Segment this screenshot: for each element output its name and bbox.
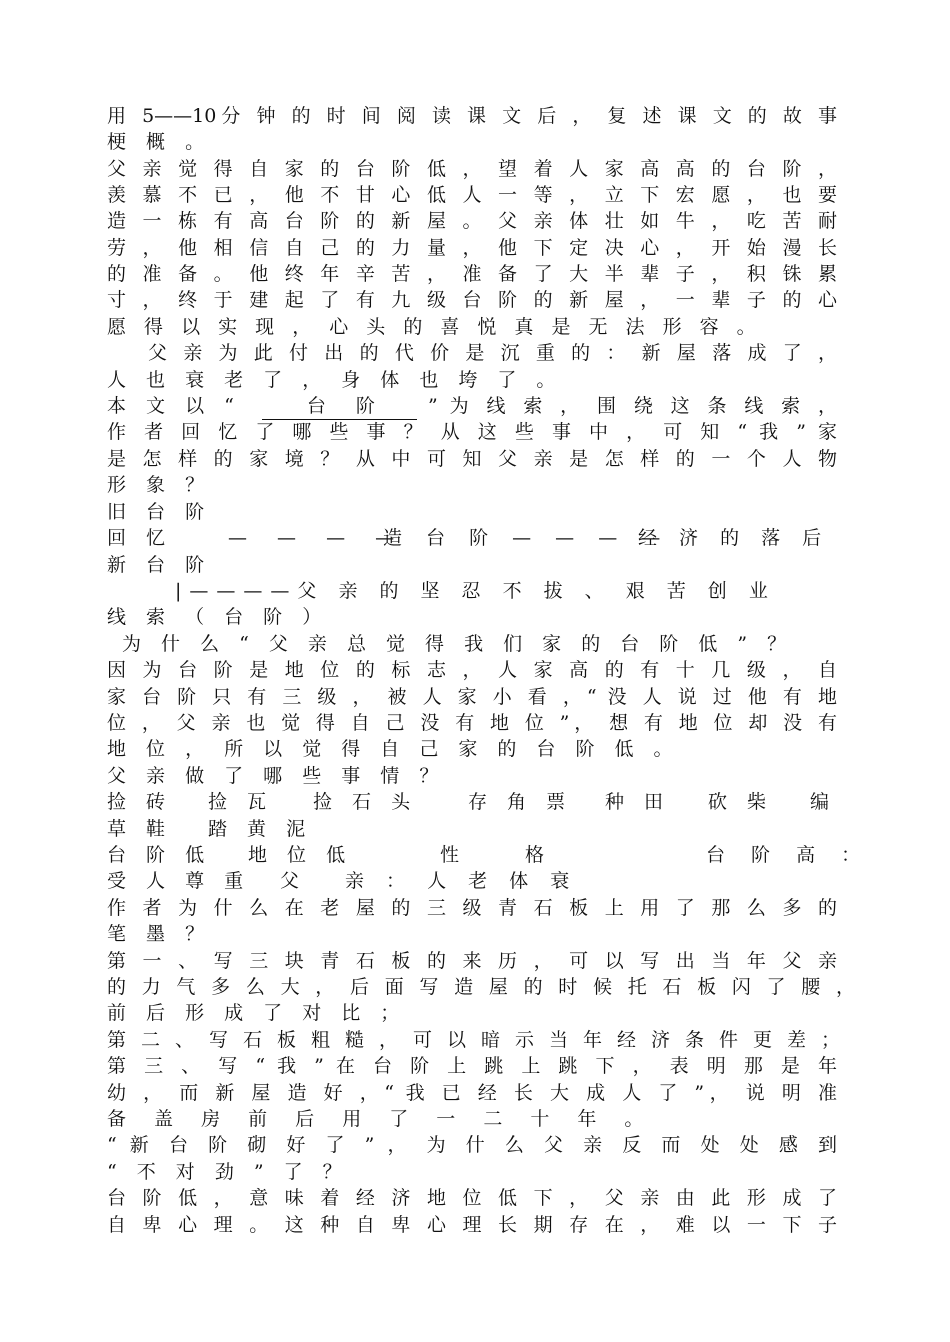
text-line: 笔 墨 ？ bbox=[107, 923, 212, 945]
underlined-answer: 台 阶 bbox=[262, 393, 417, 420]
text-line: 性 格 bbox=[440, 844, 575, 866]
text-line: 为 什 么 “ 父 亲 总 觉 得 我 们 家 的 台 阶 低 ” ？ bbox=[122, 633, 794, 655]
text-line: 父 亲 觉 得 自 家 的 台 阶 低 ， 望 着 人 家 高 高 的 台 阶 ， bbox=[107, 158, 837, 180]
text-line: 地 位 低 bbox=[248, 844, 353, 866]
text-line: “ 新 台 阶 砌 好 了 ” ， 为 什 么 父 亲 反 而 处 处 感 到 bbox=[107, 1134, 837, 1156]
text-line: 家 台 阶 只 有 三 级 ， 被 人 家 小 看 ，“ 没 人 说 过 他 有 地 bbox=[107, 686, 837, 708]
text-line: 受 人 尊 重 bbox=[107, 870, 251, 892]
text-line: 回 忆 bbox=[107, 527, 173, 549]
text-line: |————父 亲 的 坚 忍 不 拔 、 艰 苦 创 业 bbox=[175, 580, 776, 602]
text-line: 台 阶 高 ： bbox=[706, 844, 871, 866]
text-line: 人 也 衰 老 了 ， 身 体 也 垮 了 。 bbox=[107, 369, 563, 391]
text-line: 踏 黄 泥 bbox=[208, 818, 313, 840]
text-line: ” 为 线 索 ， 围 绕 这 条 线 索 ， bbox=[428, 395, 837, 417]
text-line: 的 力 气 多 么 大 ， 后 面 写 造 屋 的 时 候 托 石 板 闪 了 腰 ， bbox=[107, 976, 855, 998]
text-line: 地 位 ， 所 以 觉 得 自 己 家 的 台 阶 低 。 bbox=[107, 738, 680, 760]
text-line: 父 亲 为 此 付 出 的 代 价 是 沉 重 的 ： 新 屋 落 成 了 ， bbox=[148, 342, 837, 364]
text-line: 前 后 形 成 了 对 比 ； bbox=[107, 1002, 407, 1024]
text-line: 线 索 （ 台 阶 ） bbox=[107, 606, 329, 628]
text-line: 捡 砖 bbox=[107, 791, 173, 813]
text-line: 旧 台 阶 bbox=[107, 501, 212, 523]
text-line: 愿 得 以 实 现 ， 心 头 的 喜 悦 真 是 无 法 形 容 。 bbox=[107, 316, 762, 338]
text-line: 作 者 为 什 么 在 老 屋 的 三 级 青 石 板 上 用 了 那 么 多 的 bbox=[107, 897, 837, 919]
text-line: 父 亲 做 了 哪 些 事 情 ？ bbox=[107, 765, 446, 787]
text-line: 第 二 、 写 石 板 粗 糙 ， 可 以 暗 示 当 年 经 济 条 件 更 差 ； bbox=[107, 1029, 840, 1051]
text-line: 砍 柴 bbox=[708, 791, 774, 813]
text-line: 捡 石 头 bbox=[313, 791, 418, 813]
text-line: 第 一 、 写 三 块 青 石 板 的 来 历 ， 可 以 写 出 当 年 父 亲 bbox=[107, 950, 837, 972]
text-line: 的 准 备 。 他 终 年 辛 苦 ， 准 备 了 大 半 辈 子 ， 积 铢 累 bbox=[107, 263, 837, 285]
text-line: 种 田 bbox=[605, 791, 671, 813]
text-line: 是 怎 样 的 家 境 ？ 从 中 可 知 父 亲 是 怎 样 的 一 个 人 物 bbox=[107, 448, 837, 470]
text-line: 经 济 的 落 后 bbox=[638, 527, 830, 549]
text-line: 第 三 、 写 “ 我 ” 在 台 阶 上 跳 上 跳 下 ， 表 明 那 是 年 bbox=[107, 1055, 837, 1077]
text-line: 幼 ， 而 新 屋 造 好 ，“ 我 已 经 长 大 成 人 了 ”， 说 明 准 bbox=[107, 1082, 837, 1104]
text-line: 造 台 阶 — — — — bbox=[383, 527, 670, 549]
text-line: 父 bbox=[280, 870, 307, 892]
text-line: 形 象 ？ bbox=[107, 474, 212, 496]
text-line: 草 鞋 bbox=[107, 818, 173, 840]
text-line: 用 5——10分 钟 的 时 间 阅 读 课 文 后 ， 复 述 课 文 的 故 事 bbox=[107, 105, 837, 127]
text-line: — — — — bbox=[228, 527, 407, 549]
text-line: 作 者 回 忆 了 哪 些 事 ？ 从 这 些 事 中 ， 可 知 “ 我 ” 家 bbox=[107, 421, 837, 443]
text-line: 新 台 阶 bbox=[107, 554, 212, 576]
text-line: 捡 瓦 bbox=[208, 791, 274, 813]
text-line: 羡 慕 不 已 ， 他 不 甘 心 低 人 一 等 ， 立 下 宏 愿 ， 也 要 bbox=[107, 184, 837, 206]
text-line: 位 ， 父 亲 也 觉 得 自 己 没 有 地 位 ”， 想 有 地 位 却 没 有 bbox=[107, 712, 837, 734]
text-line: 梗 概 。 bbox=[107, 131, 212, 153]
text-line: 备 盖 房 前 后 用 了 一 二 十 年 。 bbox=[107, 1108, 655, 1130]
text-line: 自 卑 心 理 。 这 种 自 卑 心 理 长 期 存 在 ， 难 以 一 下 子 bbox=[107, 1214, 837, 1236]
text-line: 劳 ， 他 相 信 自 己 的 力 量 ， 他 下 定 决 心 ， 开 始 漫 长 bbox=[107, 237, 837, 259]
text-line: “ 不 对 劲 ” 了 ？ bbox=[107, 1161, 349, 1183]
text-line: 台 阶 低 ， 意 味 着 经 济 地 位 低 下 ， 父 亲 由 此 形 成 了 bbox=[107, 1187, 837, 1209]
text-line: 因 为 台 阶 是 地 位 的 标 志 ， 人 家 高 的 有 十 几 级 ， 自 bbox=[107, 659, 837, 681]
text-line: 台 阶 低 bbox=[107, 844, 212, 866]
text-segment: 本 文 以 “ bbox=[107, 395, 241, 417]
text-line: 存 角 票 bbox=[468, 791, 573, 813]
text-line: 编 bbox=[810, 791, 837, 813]
text-line: 寸 ， 终 于 建 起 了 有 九 级 台 阶 的 新 屋 ， 一 辈 子 的 心 bbox=[107, 289, 837, 311]
text-line: 亲 ： 人 老 体 衰 bbox=[345, 870, 578, 892]
text-line: 造 一 栋 有 高 台 阶 的 新 屋 。 父 亲 体 壮 如 牛 ， 吃 苦 耐 bbox=[107, 210, 837, 232]
